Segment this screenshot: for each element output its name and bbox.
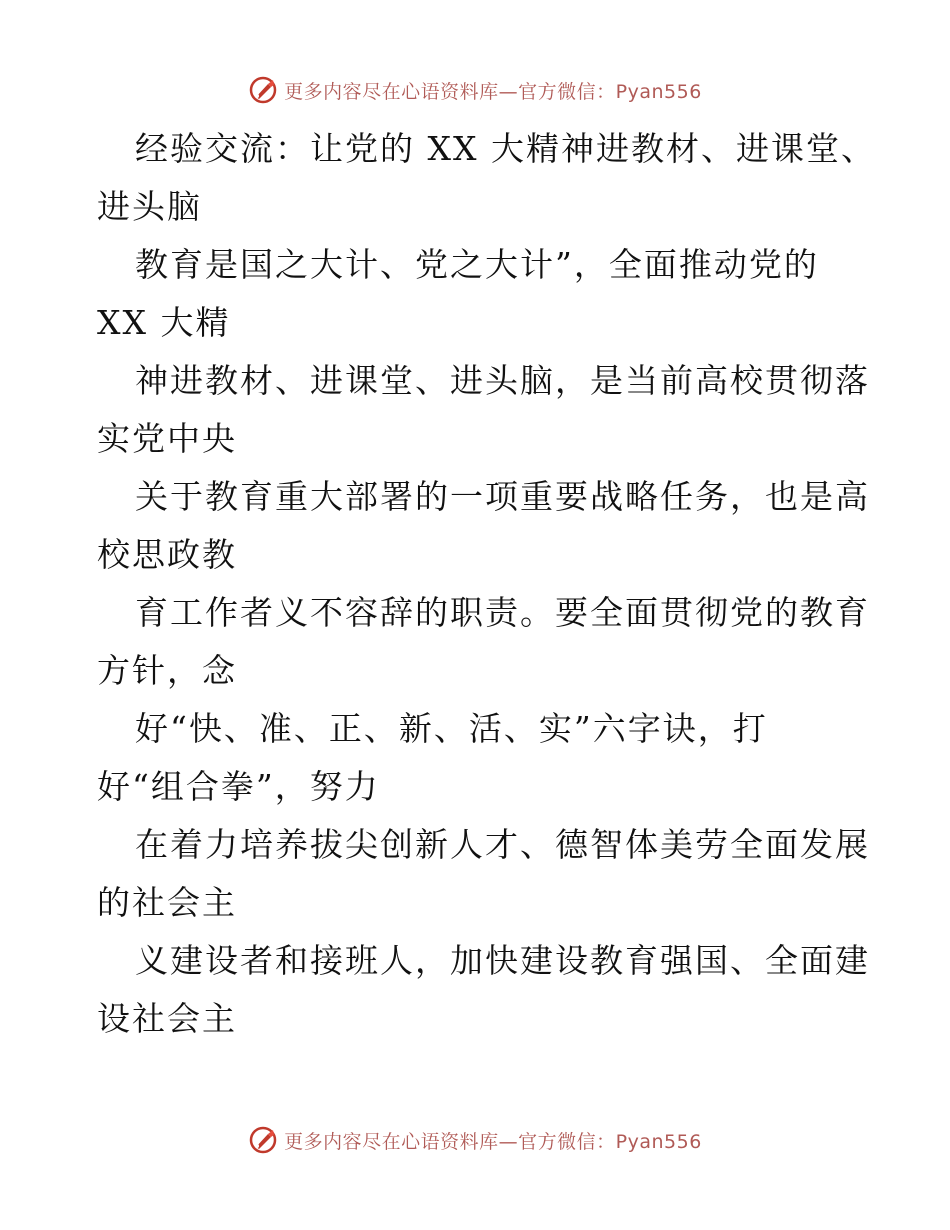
feather-pen-logo-icon xyxy=(248,75,278,105)
footer-banner xyxy=(0,1120,950,1160)
document-line: 经验交流：让党的 XX 大精神进教材、进课堂、 xyxy=(135,129,876,168)
header-banner-text: 更多内容尽在心语资料库—官方微信：Pyan556 xyxy=(284,80,702,103)
header-banner xyxy=(0,70,950,110)
document-line: 的社会主 xyxy=(97,883,237,922)
document-line: 实党中央 xyxy=(97,419,237,458)
document-line: 关于教育重大部署的一项重要战略任务，也是高 xyxy=(135,477,870,516)
document-line: 好“组合拳”，努力 xyxy=(97,767,380,806)
document-line: 校思政教 xyxy=(97,535,237,574)
document-line: 神进教材、进课堂、进头脑，是当前高校贯彻落 xyxy=(135,361,870,400)
document-line: 义建设者和接班人，加快建设教育强国、全面建 xyxy=(135,941,870,980)
document-line: 方针，念 xyxy=(97,651,237,690)
document-line: 设社会主 xyxy=(97,999,237,1038)
document-line: 育工作者义不容辞的职责。要全面贯彻党的教育 xyxy=(135,593,870,632)
document-body xyxy=(97,120,876,1048)
footer-banner-text: 更多内容尽在心语资料库—官方微信：Pyan556 xyxy=(284,1130,702,1153)
document-line: 好“快、准、正、新、活、实”六字诀，打 xyxy=(135,709,768,748)
document-line: 在着力培养拔尖创新人才、德智体美劳全面发展 xyxy=(135,825,870,864)
feather-pen-logo-icon xyxy=(248,1125,278,1155)
document-line: XX 大精 xyxy=(97,303,231,342)
document-line: 进头脑 xyxy=(97,187,202,226)
document-line: 教育是国之大计、党之大计”，全面推动党的 xyxy=(135,245,819,284)
